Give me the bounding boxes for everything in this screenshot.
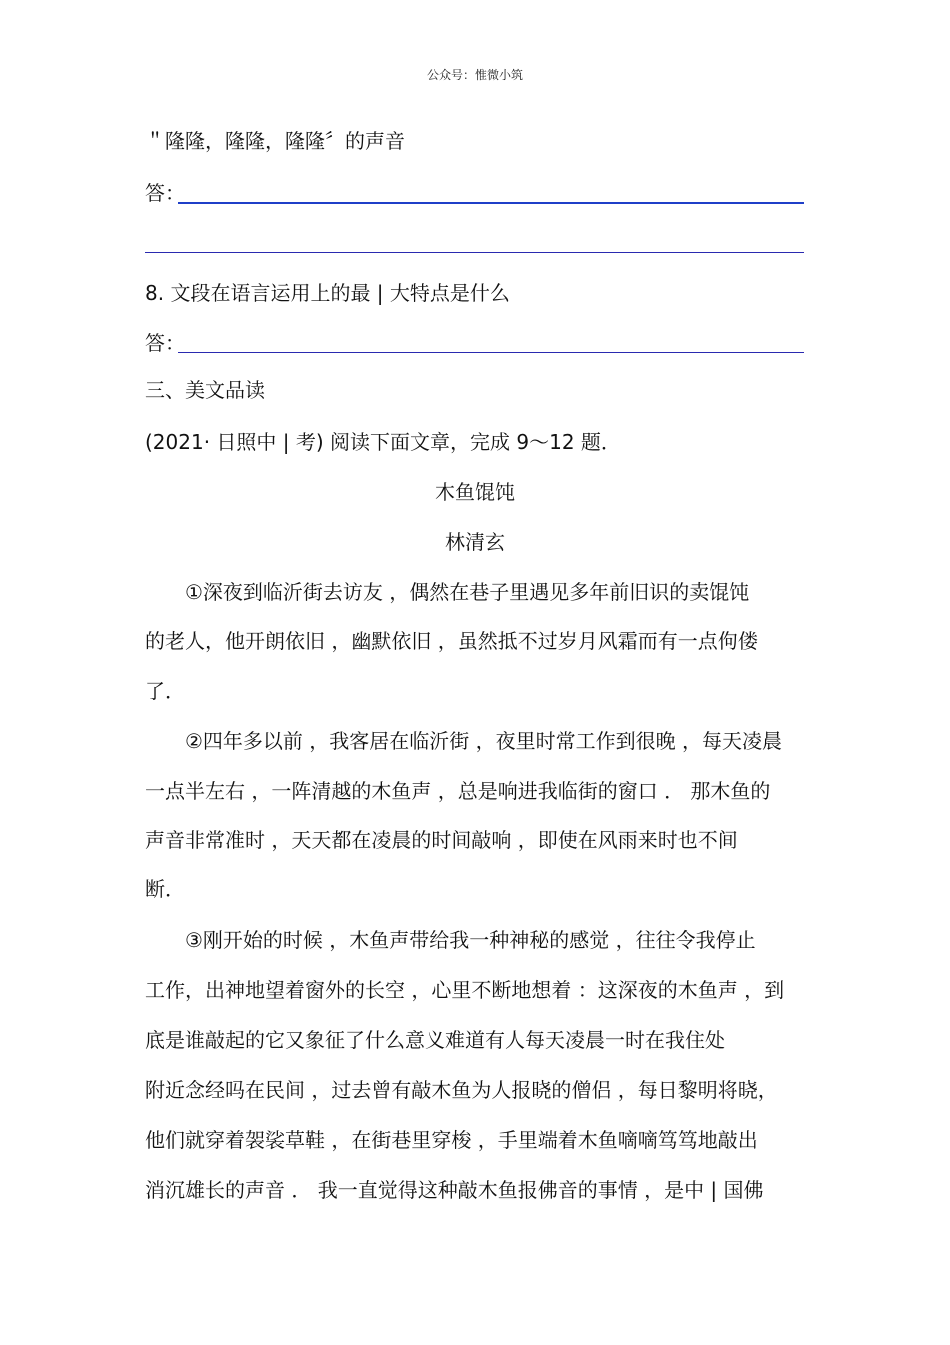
paragraph-line: 断． (145, 877, 185, 901)
reading-intro: (2021· 日照中 | 考) 阅读下面文章，完成 9～12 题． (145, 430, 621, 454)
paragraph-line: 一点半左右 ，一阵清越的木鱼声 ，总是响进我临街的窗口 ． 那木鱼的 (145, 779, 771, 803)
article-title: 木鱼馄饨 (435, 480, 515, 504)
paragraph-line: 了． (145, 679, 185, 703)
paragraph-line: 底是谁敲起的它又象征了什么意义难道有人每天凌晨一时在我住处 (145, 1028, 725, 1052)
question-7-tail: ＂隆隆，隆隆，隆隆〞的声音 (145, 129, 405, 153)
paragraph-line: 工作，出神地望着窗外的长空 ，心里不断地想着 ：这深夜的木鱼声 ，到 (145, 978, 785, 1002)
paragraph-line: ②四年多以前 ，我客居在临沂街 ，夜里时常工作到很晚 ，每天凌晨 (145, 729, 783, 753)
answer-line-7a[interactable] (178, 202, 804, 204)
paragraph-line: 消沉雄长的声音 ． 我一直觉得这种敲木鱼报佛音的事情 ，是中 | 国佛 (145, 1178, 764, 1202)
page-header: 公众号：惟微小筑 (426, 68, 523, 82)
section-heading: 三、美文品读 (145, 378, 265, 402)
paragraph-line: 附近念经吗在民间 ，过去曾有敲木鱼为人报晓的僧侣 ，每日黎明将晓， (145, 1078, 778, 1102)
paragraph-line: ③刚开始的时候 ，木鱼声带给我一种神秘的感觉 ，往往令我停止 (145, 928, 756, 952)
paragraph-line: ①深夜到临沂街去访友 ，偶然在巷子里遇见多年前旧识的卖馄饨 (145, 580, 750, 604)
answer-label-8: 答： (145, 331, 185, 355)
paragraph-line: 声音非常准时 ，天天都在凌晨的时间敲响 ，即使在风雨来时也不间 (145, 828, 738, 852)
question-8: 8. 文段在语言运用上的最 | 大特点是什么 (145, 281, 510, 305)
article-author: 林清玄 (445, 530, 505, 554)
answer-label-7: 答： (145, 181, 185, 205)
paragraph-line: 他们就穿着袈裟草鞋 ，在街巷里穿梭 ，手里端着木鱼嘀嘀笃笃地敲出 (145, 1128, 758, 1152)
answer-line-7b[interactable] (145, 252, 804, 253)
paragraph-line: 的老人，他开朗依旧 ，幽默依旧 ，虽然抵不过岁月风霜而有一点佝偻 (145, 629, 758, 653)
answer-line-8[interactable] (178, 352, 804, 353)
